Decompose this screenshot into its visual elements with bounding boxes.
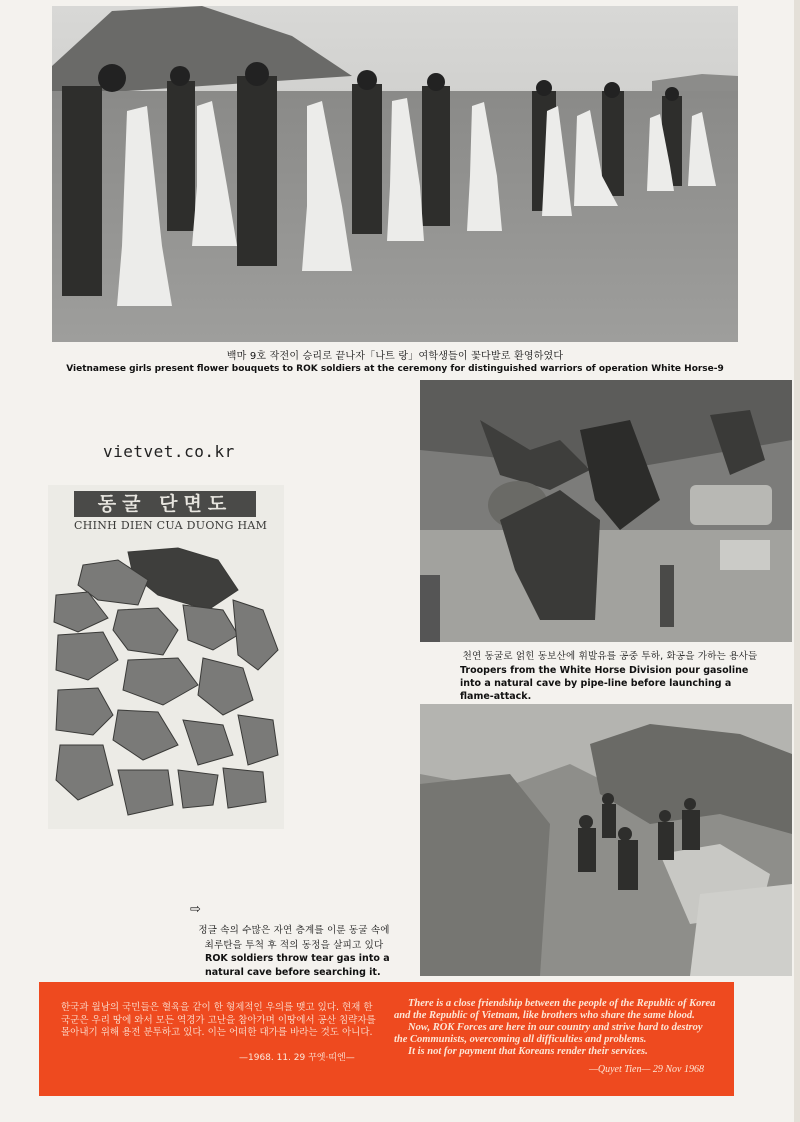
teargas-caption-en-line2: natural cave before searching it.: [205, 967, 381, 978]
gasoline-caption-ko: 천연 동굴로 얽힌 동보산에 휘발유를 공중 투하, 화공을 가하는 용사들: [462, 651, 758, 662]
friendship-banner: [39, 982, 734, 1096]
banner-signature-ko: —1968. 11. 29 꾸엣·띠엔—: [239, 1053, 355, 1063]
ceremony-caption-ko: 백마 9호 작전이 승리로 끝나자「나트 랑」여학생들이 꽃다발로 환영하였다: [226, 351, 564, 362]
banner-paragraph-1: There is a close friendship between the people of the Republic of Korea and the Republic of Vietnam, like brothers who share the same blood.: [394, 998, 716, 1021]
gasoline-caption-en: Troopers from the White Horse Division pour gasoline into a natural cave by pipe-line before launching a flame-attack.: [460, 665, 749, 702]
gasoline-cave-photo: [420, 380, 792, 642]
diagram-title: 동굴 단면도: [74, 491, 256, 517]
arrow-right-icon: ⇨: [190, 902, 201, 917]
watermark: vietvet.co.kr: [103, 442, 235, 461]
teargas-cave-photo: [420, 704, 792, 976]
ceremony-photo: [52, 6, 738, 342]
cave-chambers-map: [48, 540, 284, 829]
banner-text-en: [394, 998, 716, 1058]
banner-paragraph-2: Now, ROK Forces are here in our country and strive hard to destroy the Communists, overcoming all difficulties and problems.: [394, 1022, 703, 1045]
teargas-caption-ko-line2: 최루탄을 투척 후 적의 동정을 살피고 있다: [204, 940, 384, 951]
page-edge: [794, 0, 800, 1122]
teargas-caption-en-line1: ROK soldiers throw tear gas into a: [205, 953, 390, 964]
banner-paragraph-3: It is not for payment that Koreans render their services.: [408, 1046, 648, 1057]
ceremony-caption-en: Vietnamese girls present flower bouquets to ROK soldiers at the ceremony for distinguished warriors of operation White Horse-9: [66, 364, 724, 374]
diagram-subtitle: CHINH DIEN CUA DUONG HAM: [74, 519, 268, 532]
cave-cross-section-diagram: [48, 485, 284, 829]
banner-text-ko: 한국과 월남의 국민들은 혈육을 같이 한 형제적인 우의를 맺고 있다. 현재 한국군은 우리 땅에 와서 모든 역경가 고난을 참아가며 이땅에서 공산 침략자를 몰아내기 위해 용전 분투하고 있다. 이는 어떠한 대가를 바라는 것도 아니다.: [61, 1002, 376, 1038]
banner-signature-en: —Quyet Tien— 29 Nov 1968: [589, 1064, 704, 1075]
teargas-caption-ko-line1: 정글 속의 수많은 자연 층계를 이룬 동굴 속에: [198, 925, 390, 936]
